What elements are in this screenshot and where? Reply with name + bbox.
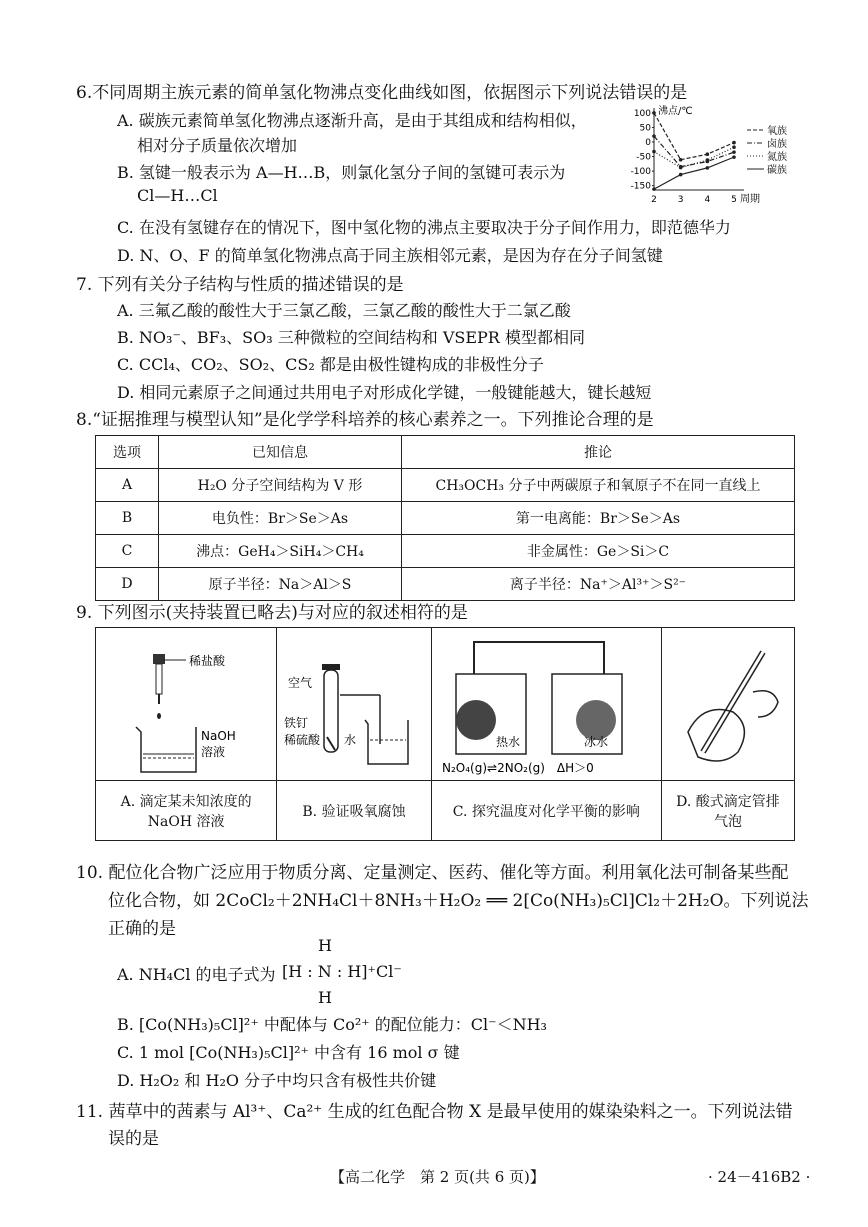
q6-option-d: D. N、O、F 的简单氢化物沸点高于同主族相邻元素，是因为存在分子间氢键: [117, 246, 663, 265]
legend-label: 卤族: [767, 139, 787, 150]
q10-option-a: A. NH₄Cl 的电子式为: [117, 965, 276, 984]
q10-line3: 正确的是: [108, 919, 176, 939]
label-air: 空气: [287, 675, 312, 690]
q6-option-b-line1: B. 氢键一般表示为 A—H…B，则氯化氢分子间的氢键可表示为: [117, 163, 566, 182]
data-point: [652, 150, 656, 154]
page-footer-right: · 24－416B2 ·: [708, 1168, 811, 1186]
q8-table: [95, 435, 795, 601]
label-water: 水: [343, 732, 356, 747]
row-info: 电负性：Br＞Se＞As: [159, 502, 402, 535]
q10-option-b: B. [Co(NH₃)₅Cl]²⁺ 中配体与 Co²⁺ 的配位能力：Cl⁻＜NH₃: [117, 1015, 547, 1034]
x-tick-label: 2: [651, 195, 657, 205]
corrosion-figure: [280, 632, 428, 777]
table-row: [96, 469, 795, 502]
y-tick-label: 50: [639, 123, 651, 134]
x-tick-label: 3: [677, 195, 684, 205]
y-tick-label: -150: [630, 181, 651, 192]
q9-figure-table: [95, 627, 795, 841]
burette-figure: [663, 632, 793, 777]
figure-row: [96, 628, 795, 781]
caption-a: A. 滴定某未知浓度的 NaOH 溶液: [96, 781, 277, 841]
caption-row: [96, 781, 795, 841]
data-point: [706, 158, 710, 162]
y-tick-label: -50: [636, 152, 651, 163]
table-row: [96, 502, 795, 535]
q10-option-a-formula: [H : N : H]⁺Cl⁻: [282, 962, 402, 981]
legend-label: 碳族: [767, 165, 787, 176]
boiling-point-chart: [622, 100, 802, 215]
header-option: 选项: [96, 436, 159, 469]
data-point: [732, 145, 736, 149]
q7-option-c: C. CCl₄、CO₂、SO₂、CS₂ 都是由极性键构成的非极性分子: [117, 355, 544, 374]
titration-figure: [101, 632, 271, 777]
q7-stem: 7. 下列有关分子结构与性质的描述错误的是: [76, 275, 404, 295]
data-point: [679, 158, 683, 162]
figure-b-cell: [277, 628, 431, 781]
q6-option-a-line2: 相对分子质量依次增加: [137, 136, 298, 155]
equilibrium-equation: N₂O₄(g)⇌2NO₂(g) ΔH＞0: [442, 760, 595, 775]
label-naoh: NaOH: [201, 728, 236, 743]
x-tick-label: 4: [704, 195, 711, 205]
data-point: [732, 150, 736, 154]
row-option: C: [96, 535, 159, 568]
row-info: 原子半径：Na＞Al＞S: [159, 568, 402, 601]
label-hot-water: 热水: [496, 734, 521, 749]
q11-line2: 误的是: [108, 1129, 159, 1149]
label-ice-water: 冰水: [584, 734, 609, 749]
data-point: [679, 173, 683, 177]
caption-b: B. 验证吸氧腐蚀: [277, 781, 431, 841]
caption-c: C. 探究温度对化学平衡的影响: [431, 781, 661, 841]
figure-c-cell: [431, 628, 661, 781]
q11-line1: 11. 茜草中的茜素与 Al³⁺、Ca²⁺ 生成的红色配合物 X 是最早使用的媒染染料之一。下列说法错: [76, 1102, 793, 1122]
series-line-3: [654, 157, 734, 189]
q10-line2: 位化合物，如 2CoCl₂＋2NH₄Cl＋8NH₃＋H₂O₂ ══ 2[Co(NH₃)₅Cl]Cl₂＋2H₂O。下列说法: [108, 891, 809, 911]
legend-label: 氧族: [767, 126, 787, 137]
electron-formula-h-top: H: [318, 936, 332, 955]
equilibrium-figure: [434, 632, 658, 777]
q10-option-c: C. 1 mol [Co(NH₃)₅Cl]²⁺ 中含有 16 mol σ 键: [117, 1043, 460, 1062]
label-hcl: 稀盐酸: [189, 653, 226, 668]
row-option: A: [96, 469, 159, 502]
row-option: B: [96, 502, 159, 535]
q7-option-a: A. 三氟乙酸的酸性大于三氯乙酸，三氯乙酸的酸性大于二氯乙酸: [117, 301, 571, 320]
q8-stem: 8.“证据推理与模型认知”是化学学科培养的核心素养之一。下列推论合理的是: [76, 410, 654, 430]
caption-d: D. 酸式滴定管排 气泡: [662, 781, 795, 841]
electron-formula-h-bottom: H: [318, 988, 332, 1007]
q10-line1: 10. 配位化合物广泛应用于物质分离、定量测定、医药、催化等方面。利用氧化法可制备某些配: [76, 863, 789, 883]
row-option: D: [96, 568, 159, 601]
data-point: [652, 187, 656, 191]
table-row: [96, 568, 795, 601]
y-tick-label: 100: [633, 108, 651, 119]
table-header-row: [96, 436, 795, 469]
data-point: [706, 166, 710, 170]
x-axis-label: 周期: [740, 194, 760, 205]
page-footer-center: 【高二化学 第 2 页(共 6 页)】: [330, 1168, 545, 1186]
q6-stem: 6.不同周期主族元素的简单氢化物沸点变化曲线如图，依据图示下列说法错误的是: [76, 83, 688, 103]
figure-a-cell: [96, 628, 277, 781]
q6-option-b-line2: Cl—H…Cl: [137, 186, 218, 205]
data-point: [706, 152, 710, 156]
row-inference: 非金属性：Ge＞Si＞C: [402, 535, 795, 568]
row-inference: 离子半径：Na⁺＞Al³⁺＞S²⁻: [402, 568, 795, 601]
label-solution: 溶液: [201, 744, 226, 759]
q7-option-b: B. NO₃⁻、BF₃、SO₃ 三种微粒的空间结构和 VSEPR 模型都相同: [117, 328, 585, 347]
q10-option-d: D. H₂O₂ 和 H₂O 分子中均只含有极性共价键: [117, 1071, 437, 1090]
y-axis-label: 沸点/℃: [658, 106, 693, 117]
q7-option-d: D. 相同元素原子之间通过共用电子对形成化学键，一般键能越大，键长越短: [117, 383, 652, 402]
data-point: [732, 155, 736, 159]
x-tick-label: 5: [731, 195, 737, 205]
data-point: [652, 134, 656, 138]
row-info: 沸点：GeH₄＞SiH₄＞CH₄: [159, 535, 402, 568]
q9-stem: 9. 下列图示(夹持装置已略去)与对应的叙述相符的是: [76, 603, 468, 623]
q6-option-a-line1: A. 碳族元素简单氢化物沸点逐渐升高，是由于其组成和结构相似，: [117, 111, 587, 130]
row-info: H₂O 分子空间结构为 V 形: [159, 469, 402, 502]
header-inference: 推论: [402, 436, 795, 469]
row-inference: 第一电离能：Br＞Se＞As: [402, 502, 795, 535]
data-point: [679, 166, 683, 170]
data-point: [732, 141, 736, 145]
q6-option-c: C. 在没有氢键存在的情况下，图中氢化物的沸点主要取决于分子间作用力，即范德华力: [117, 218, 731, 237]
legend-label: 氮族: [767, 152, 787, 163]
data-point: [652, 111, 656, 115]
header-known-info: 已知信息: [159, 436, 402, 469]
label-dilute-sulfuric: 稀硫酸: [283, 732, 320, 747]
y-tick-label: -100: [630, 167, 651, 178]
table-row: [96, 535, 795, 568]
label-iron-nail: 铁钉: [283, 715, 308, 730]
row-inference: CH₃OCH₃ 分子中两碳原子和氧原子不在同一直线上: [402, 469, 795, 502]
figure-d-cell: [662, 628, 795, 781]
y-tick-label: 0: [645, 138, 651, 148]
